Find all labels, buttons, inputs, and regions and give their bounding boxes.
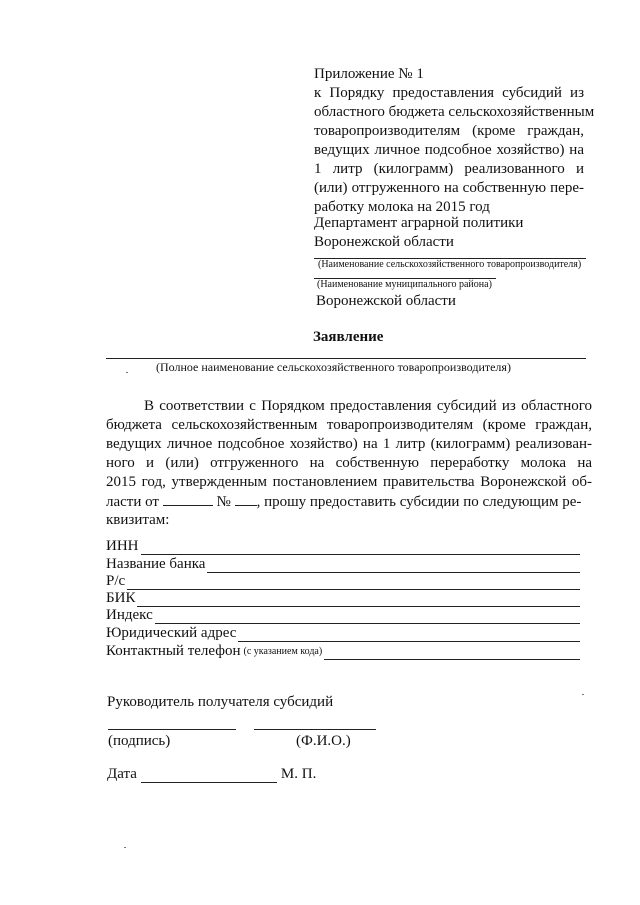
stamp-label: М. П. [280,766,317,782]
decree-date-blank [163,492,213,506]
field-label: Индекс [106,607,153,623]
paragraph-line: 2015 год, утвержденным постановлением правительства Воронежской об- [106,474,592,490]
field-account[interactable] [106,573,580,590]
field-blank[interactable] [324,645,580,660]
scan-dot [582,694,584,695]
producer-hint: (Наименование сельскохозяйственного товаропроизводителя) [318,259,582,270]
appendix-line: 1 литр (килограмм) реализованного и [314,161,584,177]
appendix-line: ведущих личное подсобное хозяйство) на [314,142,584,158]
field-label: Контактный телефон [106,643,241,659]
date-blank[interactable] [141,768,277,783]
appendix-line: к Порядку предоставления субсидий из [314,85,584,101]
field-bik[interactable] [106,590,580,607]
full-name-blank [106,358,586,359]
appendix-line: товаропроизводителям (кроме граждан, [314,123,584,139]
appendix-line: (или) отгруженного на собственную пере- [314,180,584,196]
page-title: Заявление [313,329,384,345]
paragraph-line: ведущих личное подсобное хозяйство) на 1 литр (килограмм) реализован- [106,436,592,452]
date-row [107,766,316,783]
field-label: ИНН [106,538,139,554]
paragraph-line: В соответствии с Порядком предоставления субсидий из областного [144,398,592,414]
date-label: Дата [107,766,137,782]
full-name-hint: (Полное наименование сельскохозяйственного товаропроизводителя) [156,360,511,374]
decree-number-blank [235,492,257,506]
scan-dot [126,372,128,373]
field-label: БИК [106,590,136,606]
field-blank[interactable] [207,558,580,573]
signature-label: (подпись) [108,733,171,749]
field-index[interactable] [106,607,580,624]
fio-label: (Ф.И.О.) [296,733,351,749]
field-blank[interactable] [155,609,580,624]
field-bank-name[interactable] [106,556,580,573]
field-inn[interactable] [106,538,580,555]
field-blank[interactable] [137,592,580,607]
field-label: Юридический адрес [106,625,237,641]
field-hint: (с указанием кода) [243,646,323,657]
paragraph-line: квизитам: [106,512,170,528]
appendix-line: областного бюджета сельскохозяйственным [314,104,595,120]
paragraph-line: ного и (или) отгруженного на собственную переработку молока на [106,455,592,471]
paragraph-text: № [212,494,235,510]
department-line1: Департамент аграрной политики [314,215,524,231]
region-text: Воронежской области [316,293,456,309]
paragraph-text: , прошу предоставить субсидии по следующим ре- [256,494,582,510]
field-label: Название банка [106,556,206,572]
field-blank[interactable] [141,540,581,555]
field-blank[interactable] [127,575,580,590]
district-hint: (Наименование муниципального района) [317,279,492,290]
department-line2: Воронежской области [314,234,454,250]
field-legal-address[interactable] [106,625,580,642]
paragraph-line: бюджета сельскохозяйственным товаропроизводителям (кроме граждан, [106,417,592,433]
signature-blank [108,729,236,730]
fio-blank [254,729,376,730]
appendix-title: Приложение № 1 [314,66,424,82]
field-label: Р/с [106,573,126,589]
signature-head: Руководитель получателя субсидий [107,694,334,710]
field-phone[interactable] [106,643,580,660]
appendix-text [314,84,595,217]
paragraph-line-decree [106,492,592,512]
appendix-line: работку молока на 2015 год [314,199,490,215]
scan-dot [124,847,126,848]
paragraph-text: ласти от [106,494,163,510]
field-blank[interactable] [238,627,580,642]
